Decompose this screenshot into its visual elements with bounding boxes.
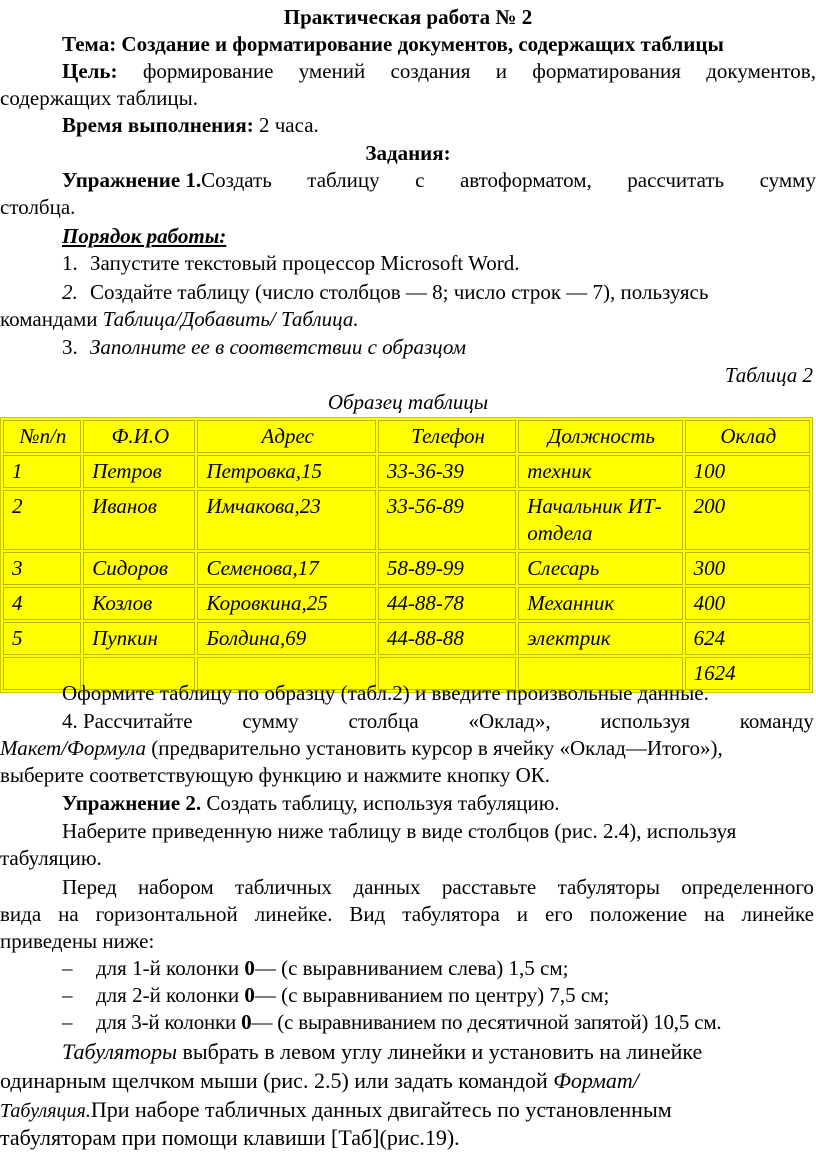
table-row xyxy=(3,552,810,585)
table-cell: 300 xyxy=(685,552,810,585)
table-cell: 624 xyxy=(685,622,810,655)
table-cell: Семенова,17 xyxy=(197,552,375,585)
table-cell: Болдина,69 xyxy=(197,622,375,655)
step-2-line-2: командами Таблица/Добавить/ Таблица. xyxy=(0,307,359,331)
ex1-line-1: Упражнение 1.Создать таблицу с автоформатом, рассчитать сумму xyxy=(62,168,816,192)
time-value: 2 часа. xyxy=(259,113,319,137)
table-caption: Образец таблицы xyxy=(327,390,489,414)
table-cell: Петровка,15 xyxy=(197,455,375,488)
table-cell: Начальник ИТ-отдела xyxy=(518,490,682,550)
goal-line-1: Цель: формирование умений создания и форматирования документов, xyxy=(62,59,816,83)
final-line-1: Табуляторы выбрать в левом углу линейки и установить на линейке xyxy=(62,1039,703,1064)
table-cell: Пупкин xyxy=(83,622,195,655)
table-cell: 5 xyxy=(3,622,81,655)
table-cell: 44-88-88 xyxy=(378,622,516,655)
ex2-line: Упражнение 2. Создать таблицу, используя табуляцию. xyxy=(62,791,560,815)
table-cell: 33-56-89 xyxy=(378,490,516,550)
table-cell: 100 xyxy=(685,455,810,488)
header-cell: Телефон xyxy=(378,420,516,453)
tasks-heading: Задания: xyxy=(365,141,451,165)
header-cell: Должность xyxy=(518,420,682,453)
table-cell: 2 xyxy=(3,490,81,550)
header-cell: Оклад xyxy=(685,420,810,453)
step-4-line-2: Макет/Формула (предварительно установить курсор в ячейку «Оклад—Итого»), xyxy=(0,736,723,760)
document-title: Практическая работа № 2 xyxy=(283,5,533,29)
para2-line-3: приведены ниже: xyxy=(0,929,155,953)
para1-line-2: табуляцию. xyxy=(0,846,102,870)
header-cell: Адрес xyxy=(197,420,375,453)
sample-table xyxy=(0,417,813,693)
step-3: 3. Заполните ее в соответствии с образцом xyxy=(62,335,466,359)
table-cell: 200 xyxy=(685,490,810,550)
final-line-4: табуляторам при помощи клавиши [Таб](рис.19). xyxy=(0,1125,460,1150)
table-cell: техник xyxy=(518,455,682,488)
header-cell: Ф.И.О xyxy=(83,420,195,453)
goal-label: Цель: xyxy=(62,59,118,83)
table-cell: Козлов xyxy=(83,587,195,620)
table-number: Таблица 2 xyxy=(724,363,813,387)
topic-line: Тема: Создание и форматирование документов, содержащих таблицы xyxy=(62,32,724,56)
goal-line-2: содержащих таблицы. xyxy=(0,86,198,110)
ex2-label: Упражнение 2. xyxy=(62,791,202,815)
step-4-line-3: выберите соответствующую функцию и нажмите кнопку ОК. xyxy=(0,763,551,787)
table-cell: 33-36-39 xyxy=(378,455,516,488)
final-line-2: одинарным щелчком мыши (рис. 2.5) или задать командой Формат/ xyxy=(0,1068,639,1093)
table-cell: Коровкина,25 xyxy=(197,587,375,620)
table-row xyxy=(3,587,810,620)
final-line-3: Табуляция.При наборе табличных данных двигайтесь по установленным xyxy=(0,1097,672,1122)
step-2-line-1: 2. Создайте таблицу (число столбцов — 8; число строк — 7), пользуясь xyxy=(62,280,709,304)
header-cell: №п/п xyxy=(3,420,81,453)
time-line xyxy=(62,112,816,139)
table-cell: 44-88-78 xyxy=(378,587,516,620)
procedure-heading: Порядок работы: xyxy=(62,224,227,248)
para2-line-2: вида на горизонтальной линейке. Вид табулятора и его положение на линейке xyxy=(0,902,814,926)
table-cell: Иванов xyxy=(83,490,195,550)
step-4-line-1: 4. Рассчитайте сумму столбца «Оклад», используя команду xyxy=(62,709,814,733)
table-cell: Имчакова,23 xyxy=(197,490,375,550)
table-cell: Механник xyxy=(518,587,682,620)
table-row xyxy=(3,490,810,550)
table-header-row xyxy=(3,420,810,453)
ex1-line-2: столбца. xyxy=(0,195,76,219)
para1-line-1: Наберите приведенную ниже таблицу в виде столбцов (рис. 2.4), используя xyxy=(62,819,737,843)
total-cell: 1624 xyxy=(685,657,810,690)
time-label: Время выполнения: xyxy=(62,113,254,137)
ex1-label: Упражнение 1. xyxy=(62,168,202,192)
table-cell: 58-89-99 xyxy=(378,552,516,585)
table-cell: Сидоров xyxy=(83,552,195,585)
table-cell: электрик xyxy=(518,622,682,655)
after-table-text: Оформите таблицу по образцу (табл.2) и введите произвольные данные. xyxy=(62,681,709,705)
table-cell: 4 xyxy=(3,587,81,620)
para2-line-1: Перед набором табличных данных расставьте табуляторы определенного xyxy=(62,875,814,899)
table-row xyxy=(3,622,810,655)
table-cell: Слесарь xyxy=(518,552,682,585)
table-cell: 3 xyxy=(3,552,81,585)
table-cell: 1 xyxy=(3,455,81,488)
step-1: 1. Запустите текстовый процессор Microsoft Word. xyxy=(62,251,520,275)
table-cell: Петров xyxy=(83,455,195,488)
table-cell: 400 xyxy=(685,587,810,620)
table-row xyxy=(3,455,810,488)
